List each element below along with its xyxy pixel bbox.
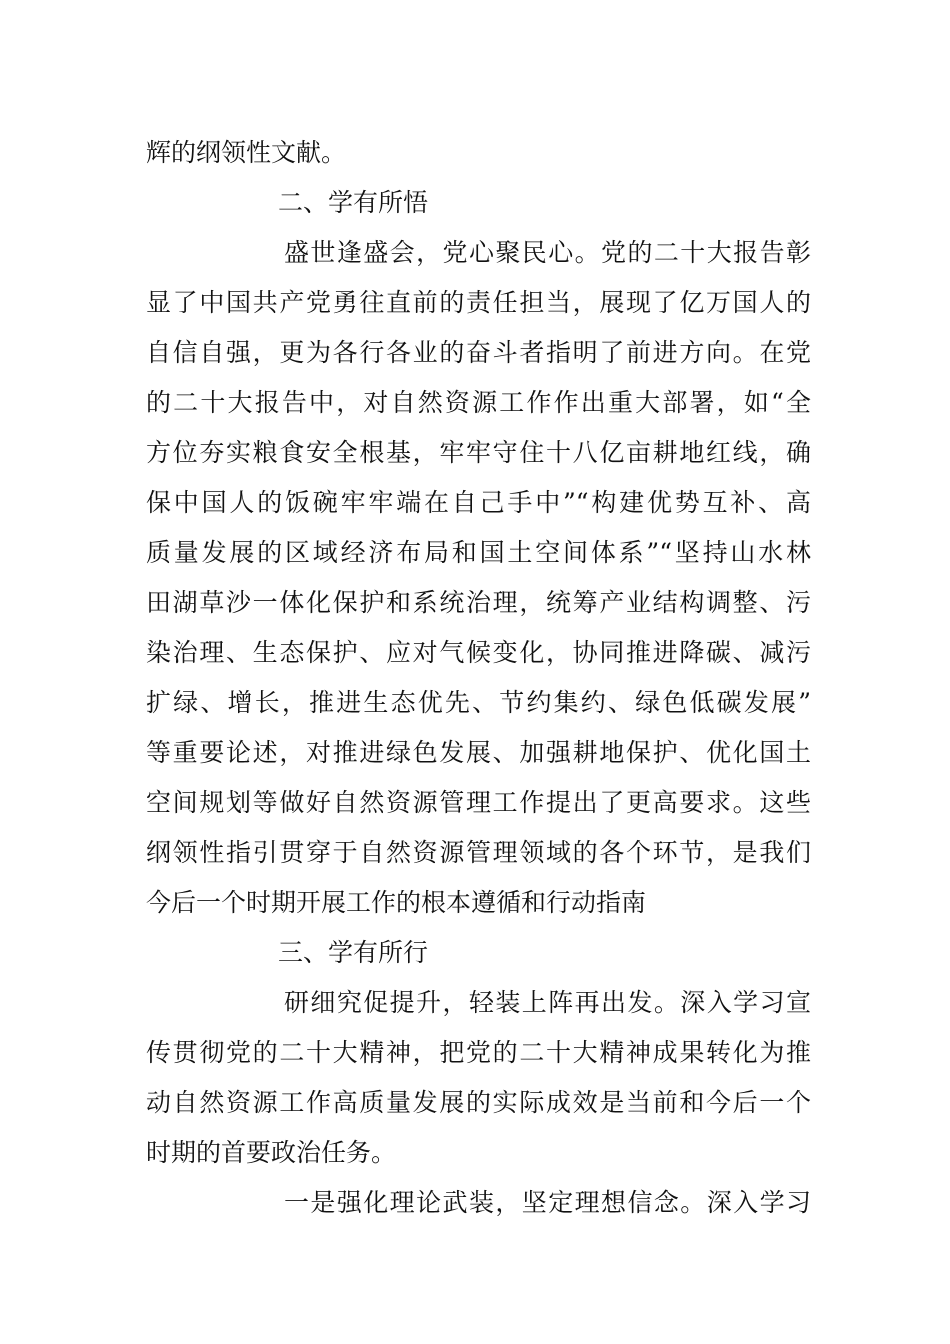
text-line: 保中国人的饭碗牢牢端在自己手中”“构建优势互补、高 [146,488,811,517]
text-line: 时期的首要政治任务。 [146,1138,397,1167]
section-heading-3: 三、学有所行 [278,938,429,967]
text-line: 纲领性指引贯穿于自然资源管理领域的各个环节，是我们 [146,838,811,867]
text-line: 一是强化理论武装，坚定理想信念。深入学习 [284,1188,811,1217]
section-heading-2: 二、学有所悟 [278,188,429,217]
text-line: 染治理、生态保护、应对气候变化，协同推进降碳、减污 [146,638,811,667]
text-line: 的二十大报告中，对自然资源工作作出重大部署，如“全 [146,388,811,417]
text-line: 动自然资源工作高质量发展的实际成效是当前和今后一个 [146,1088,811,1117]
text-line: 辉的纲领性文献。 [146,138,347,167]
text-line: 今后一个时期开展工作的根本遵循和行动指南 [146,888,647,917]
text-line: 传贯彻党的二十大精神，把党的二十大精神成果转化为推 [146,1038,811,1067]
document-body [146,128,811,1228]
text-line: 等重要论述，对推进绿色发展、加强耕地保护、优化国土 [146,738,811,767]
text-line: 盛世逢盛会，党心聚民心。党的二十大报告彰 [284,238,811,267]
text-line: 田湖草沙一体化保护和系统治理，统筹产业结构调整、污 [146,588,811,617]
text-line: 自信自强，更为各行各业的奋斗者指明了前进方向。在党 [146,338,811,367]
text-line: 研细究促提升，轻装上阵再出发。深入学习宣 [284,988,811,1017]
text-line: 空间规划等做好自然资源管理工作提出了更高要求。这些 [146,788,811,817]
text-line: 质量发展的区域经济布局和国土空间体系”“坚持山水林 [146,538,811,567]
text-line: 显了中国共产党勇往直前的责任担当，展现了亿万国人的 [146,288,811,317]
text-line: 方位夯实粮食安全根基，牢牢守住十八亿亩耕地红线，确 [146,438,811,467]
text-line: 扩绿、增长，推进生态优先、节约集约、绿色低碳发展” [146,688,811,717]
